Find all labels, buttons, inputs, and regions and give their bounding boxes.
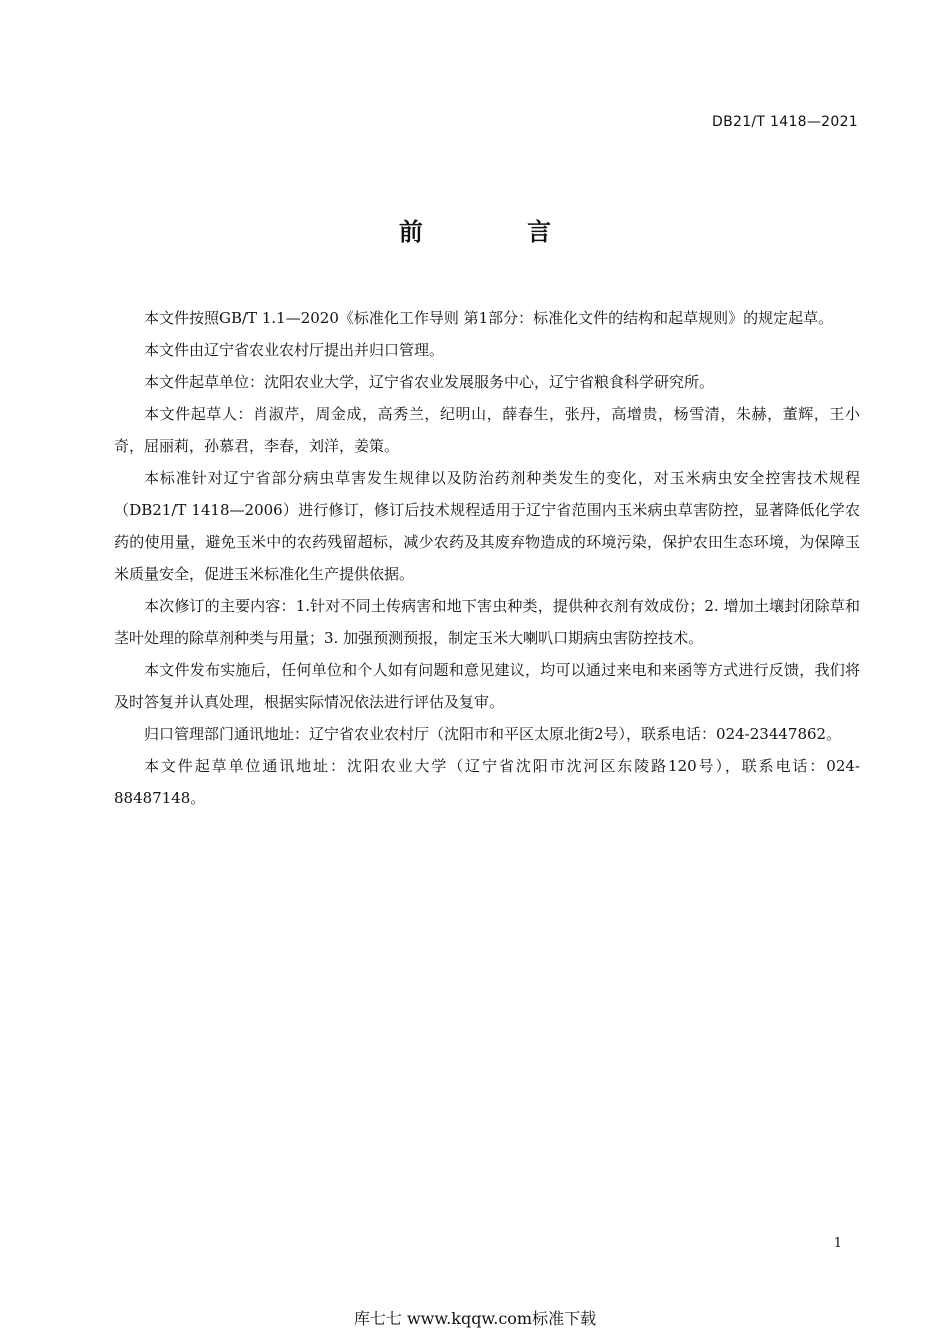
paragraph-drafter-contact: 本文件起草单位通讯地址：沈阳农业大学（辽宁省沈阳市沈河区东陵路120号），联系电话：024-88487148。: [114, 757, 860, 807]
document-code: DB21/T 1418—2021: [712, 114, 858, 130]
paragraph-proposer: 本文件由辽宁省农业农村厅提出并归口管理。: [144, 341, 445, 359]
paragraph-feedback: 本文件发布实施后，任何单位和个人如有问题和意见建议，均可以通过来电和来函等方式进行反馈，我们将及时答复并认真处理，根据实际情况依法进行评估及复审。: [114, 661, 860, 711]
paragraph-drafting-rules: 本文件按照GB/T 1.1—2020《标准化工作导则 第1部分：标准化文件的结构和起草规则》的规定起草。: [144, 309, 834, 327]
paragraph-purpose: 本标准针对辽宁省部分病虫草害发生规律以及防治药剂种类发生的变化，对玉米病虫安全控害技术规程（DB21/T 1418—2006）进行修订，修订后技术规程适用于辽宁省范围内玉米病虫草害防控，显著降低化学农药的使用量，避免玉米中的农药残留超标，减少农药及其废弃物造成的环境污染，保护农田生态环境，为保障玉米质量安全，促进玉米标准化生产提供依据。: [114, 469, 860, 583]
paragraph-authority-contact: 归口管理部门通讯地址：辽宁省农业农村厅（沈阳市和平区太原北街2号），联系电话：024-23447862。: [144, 725, 842, 743]
page-number: 1: [833, 1236, 842, 1251]
page-title: 前 言: [398, 218, 600, 246]
footer-watermark: 库七七 www.kqqw.com标准下载: [353, 1309, 597, 1328]
paragraph-drafters: 本文件起草人：肖淑芹，周金成，高秀兰，纪明山，薛春生，张丹，高增贵，杨雪清，朱赫，董辉，王小奇，屈丽莉，孙慕君，李春，刘洋，姜策。: [114, 405, 860, 455]
paragraph-revisions: 本次修订的主要内容：1.针对不同土传病害和地下害虫种类，提供种衣剂有效成份；2. 增加土壤封闭除草和茎叶处理的除草剂种类与用量；3. 加强预测预报，制定玉米大喇叭口期病虫害防控技术。: [114, 597, 860, 647]
paragraph-drafting-units: 本文件起草单位：沈阳农业大学，辽宁省农业发展服务中心，辽宁省粮食科学研究所。: [144, 373, 715, 391]
foreword-body: [114, 302, 860, 814]
